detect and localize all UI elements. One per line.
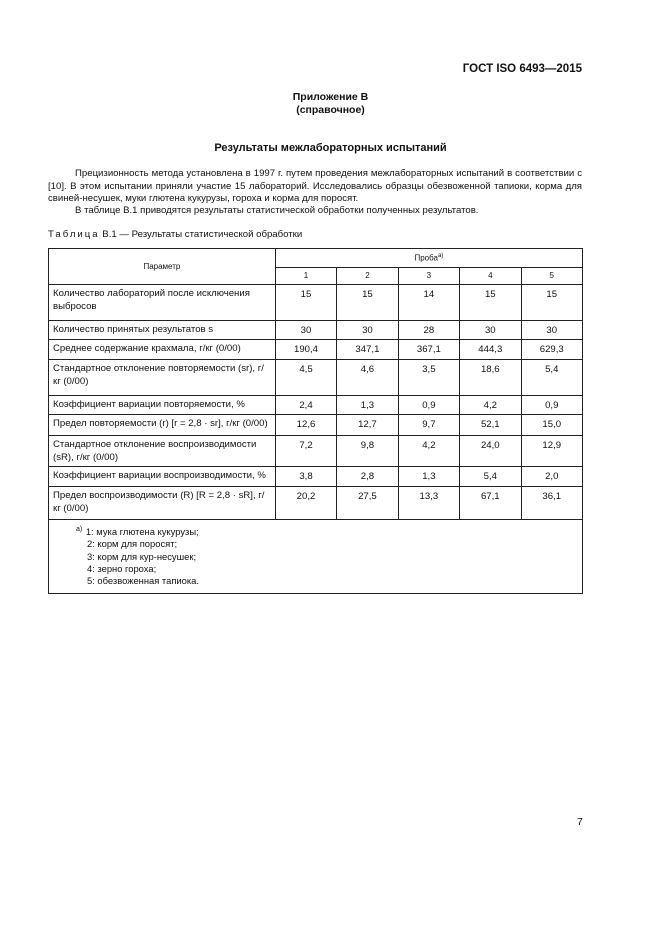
table-row	[49, 285, 583, 321]
footnote-line: 3: корм для кур-несушек;	[87, 550, 197, 562]
cell-value: 52,1	[460, 415, 521, 436]
cell-value: 14	[398, 285, 459, 321]
cell-value: 444,3	[460, 340, 521, 360]
cell-value: 15	[275, 285, 336, 321]
cell-value: 13,3	[398, 487, 459, 520]
table-caption	[48, 229, 302, 240]
cell-value: 12,6	[275, 415, 336, 436]
row-label: Коэффициент вариации воспроизводимости, %	[49, 467, 276, 487]
cell-value: 28	[398, 321, 459, 340]
annex-heading	[0, 91, 661, 117]
table-caption-text: В.1 — Результаты статистической обработки	[102, 229, 303, 240]
table-footnotes	[49, 520, 583, 594]
row-label: Коэффициент вариации повторяемости, %	[49, 396, 276, 415]
cell-value: 1,3	[398, 467, 459, 487]
cell-value: 4,2	[460, 396, 521, 415]
column-number: 5	[521, 268, 582, 285]
cell-value: 0,9	[521, 396, 582, 415]
row-label: Среднее содержание крахмала, г/кг (0/00)	[49, 340, 276, 360]
footnote-text: 1: мука глютена кукурузы;	[85, 526, 199, 538]
cell-value: 347,1	[337, 340, 398, 360]
footnote-line	[76, 524, 578, 538]
cell-value: 5,4	[460, 467, 521, 487]
table-footnote-row	[49, 520, 583, 594]
cell-value: 27,5	[337, 487, 398, 520]
footnote-line: 5: обезвоженная тапиока.	[87, 575, 199, 587]
cell-value: 4,5	[275, 360, 336, 396]
footnote-line: 2: корм для поросят;	[87, 538, 178, 550]
cell-value: 629,3	[521, 340, 582, 360]
annex-title: Приложение В	[292, 91, 369, 103]
cell-value: 9,7	[398, 415, 459, 436]
table-row	[49, 321, 583, 340]
cell-value: 30	[460, 321, 521, 340]
table-caption-label: Таблица	[48, 229, 100, 240]
annex-status: (справочное)	[296, 104, 365, 116]
cell-value: 2,4	[275, 396, 336, 415]
cell-value: 36,1	[521, 487, 582, 520]
table-row	[49, 360, 583, 396]
table-row	[49, 415, 583, 436]
cell-value: 30	[337, 321, 398, 340]
cell-value: 15	[460, 285, 521, 321]
column-number: 4	[460, 268, 521, 285]
table-row	[49, 487, 583, 520]
cell-value: 4,2	[398, 436, 459, 467]
paragraph-precision: Прецизионность метода установлена в 1997 г. путем проведения межлабораторных испытаний в соответствии с [10]. В этом испытании приняли участие 15 лабораторий. Исследовались образцы обезвоженной тапиоки, корма для свиней-несушек, муки глютена кукурузы, гороха и корма для поросят.	[48, 168, 582, 205]
probe-header	[275, 249, 582, 268]
footnote-line: 4: зерно гороха;	[87, 563, 157, 575]
cell-value: 12,7	[337, 415, 398, 436]
param-header: Параметр	[49, 249, 276, 285]
cell-value: 4,6	[337, 360, 398, 396]
cell-value: 30	[521, 321, 582, 340]
cell-value: 18,6	[460, 360, 521, 396]
cell-value: 67,1	[460, 487, 521, 520]
cell-value: 2,8	[337, 467, 398, 487]
cell-value: 20,2	[275, 487, 336, 520]
column-number: 3	[398, 268, 459, 285]
row-label: Стандартное отклонение повторяемости (sr), г/кг (0/00)	[49, 360, 276, 396]
cell-value: 15,0	[521, 415, 582, 436]
cell-value: 24,0	[460, 436, 521, 467]
cell-value: 15	[521, 285, 582, 321]
cell-value: 9,8	[337, 436, 398, 467]
cell-value: 15	[337, 285, 398, 321]
cell-value: 3,8	[275, 467, 336, 487]
row-label: Количество лабораторий после исключения выбросов	[49, 285, 276, 321]
probe-header-label: Проба	[414, 253, 438, 263]
table-row	[49, 467, 583, 487]
cell-value: 30	[275, 321, 336, 340]
cell-value: 367,1	[398, 340, 459, 360]
paragraph-table-ref: В таблице В.1 приводятся результаты статистической обработки полученных результатов.	[75, 205, 479, 216]
results-table	[48, 248, 583, 594]
cell-value: 12,9	[521, 436, 582, 467]
page-number: 7	[577, 816, 583, 828]
row-label: Предел воспроизводимости (R) [R = 2,8 · sR], г/кг (0/00)	[49, 487, 276, 520]
cell-value: 1,3	[337, 396, 398, 415]
row-label: Количество принятых результатов s	[49, 321, 276, 340]
table-row	[49, 436, 583, 467]
cell-value: 190,4	[275, 340, 336, 360]
row-label: Предел повторяемости (r) [r = 2,8 · sr], г/кг (0/00)	[49, 415, 276, 436]
row-label: Стандартное отклонение воспроизводимости (sR), г/кг (0/00)	[49, 436, 276, 467]
probe-footnote-mark: а)	[437, 253, 444, 259]
column-number: 2	[337, 268, 398, 285]
cell-value: 2,0	[521, 467, 582, 487]
cell-value: 7,2	[275, 436, 336, 467]
footnote-marker: а)	[76, 526, 83, 533]
table-row	[49, 396, 583, 415]
section-title: Результаты межлабораторных испытаний	[214, 142, 447, 154]
table-row	[49, 340, 583, 360]
cell-value: 0,9	[398, 396, 459, 415]
standard-header: ГОСТ ISO 6493—2015	[462, 63, 582, 75]
column-number: 1	[275, 268, 336, 285]
cell-value: 5,4	[521, 360, 582, 396]
cell-value: 3,5	[398, 360, 459, 396]
